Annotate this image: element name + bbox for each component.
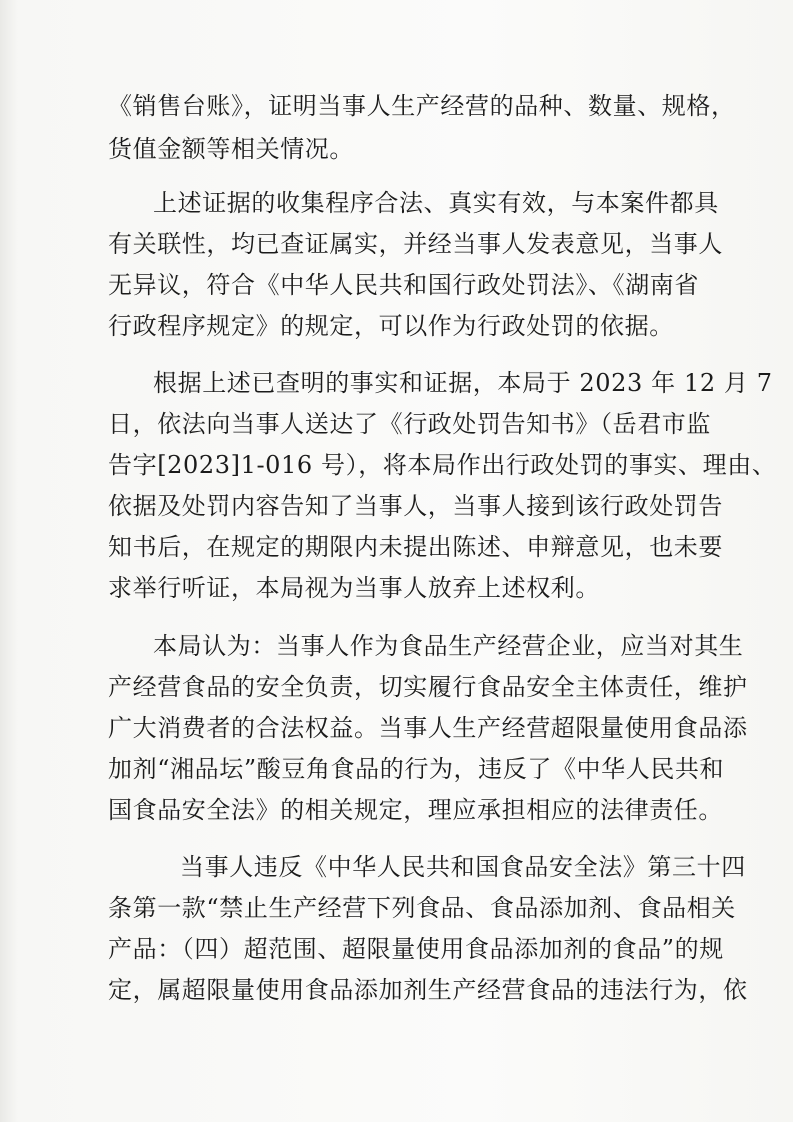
text-line-12: 求举行听证，本局视为当事人放弃上述权利。	[108, 574, 600, 602]
text-line-1: 《销售台账》，证明当事人生产经营的品种、数量、规格，	[108, 92, 736, 120]
text-line-16: 加剂“湘品坛”酸豆角食品的行为，违反了《中华人民共和	[108, 755, 725, 783]
text-line-18: 当事人违反《中华人民共和国食品安全法》第三十四	[180, 853, 746, 881]
text-line-3: 上述证据的收集程序合法、真实有效，与本案件都具	[153, 189, 719, 217]
text-line-9: 告字[2023]1-016 号），将本局作出行政处罚的事实、理由、	[108, 451, 777, 479]
text-line-10: 依据及处罚内容告知了当事人，当事人接到该行政处罚告	[108, 492, 723, 520]
text-line-2: 货值金额等相关情况。	[108, 135, 354, 163]
text-line-5: 无异议，符合《中华人民共和国行政处罚法》、《湖南省	[108, 271, 699, 299]
text-line-20: 产品：（四）超范围、超限量使用食品添加剂的食品”的规	[108, 935, 724, 963]
text-line-6: 行政程序规定》的规定，可以作为行政处罚的依据。	[108, 312, 674, 340]
text-line-15: 广大消费者的合法权益。当事人生产经营超限量使用食品添	[108, 714, 748, 742]
text-line-19: 条第一款“禁止生产经营下列食品、食品添加剂、食品相关	[108, 894, 736, 922]
text-line-13: 本局认为：当事人作为食品生产经营企业，应当对其生	[153, 632, 744, 660]
text-line-7: 根据上述已查明的事实和证据，本局于 2023 年 12 月 7	[153, 369, 773, 397]
text-line-4: 有关联性，均已查证属实，并经当事人发表意见，当事人	[108, 230, 723, 258]
text-line-21: 定，属超限量使用食品添加剂生产经营食品的违法行为，依	[108, 976, 748, 1004]
text-line-11: 知书后，在规定的期限内未提出陈述、申辩意见，也未要	[108, 533, 723, 561]
text-line-17: 国食品安全法》的相关规定，理应承担相应的法律责任。	[108, 796, 723, 824]
text-line-8: 日，依法向当事人送达了《行政处罚告知书》（岳君市监	[108, 410, 711, 438]
text-line-14: 产经营食品的安全负责，切实履行食品安全主体责任，维护	[108, 673, 748, 701]
